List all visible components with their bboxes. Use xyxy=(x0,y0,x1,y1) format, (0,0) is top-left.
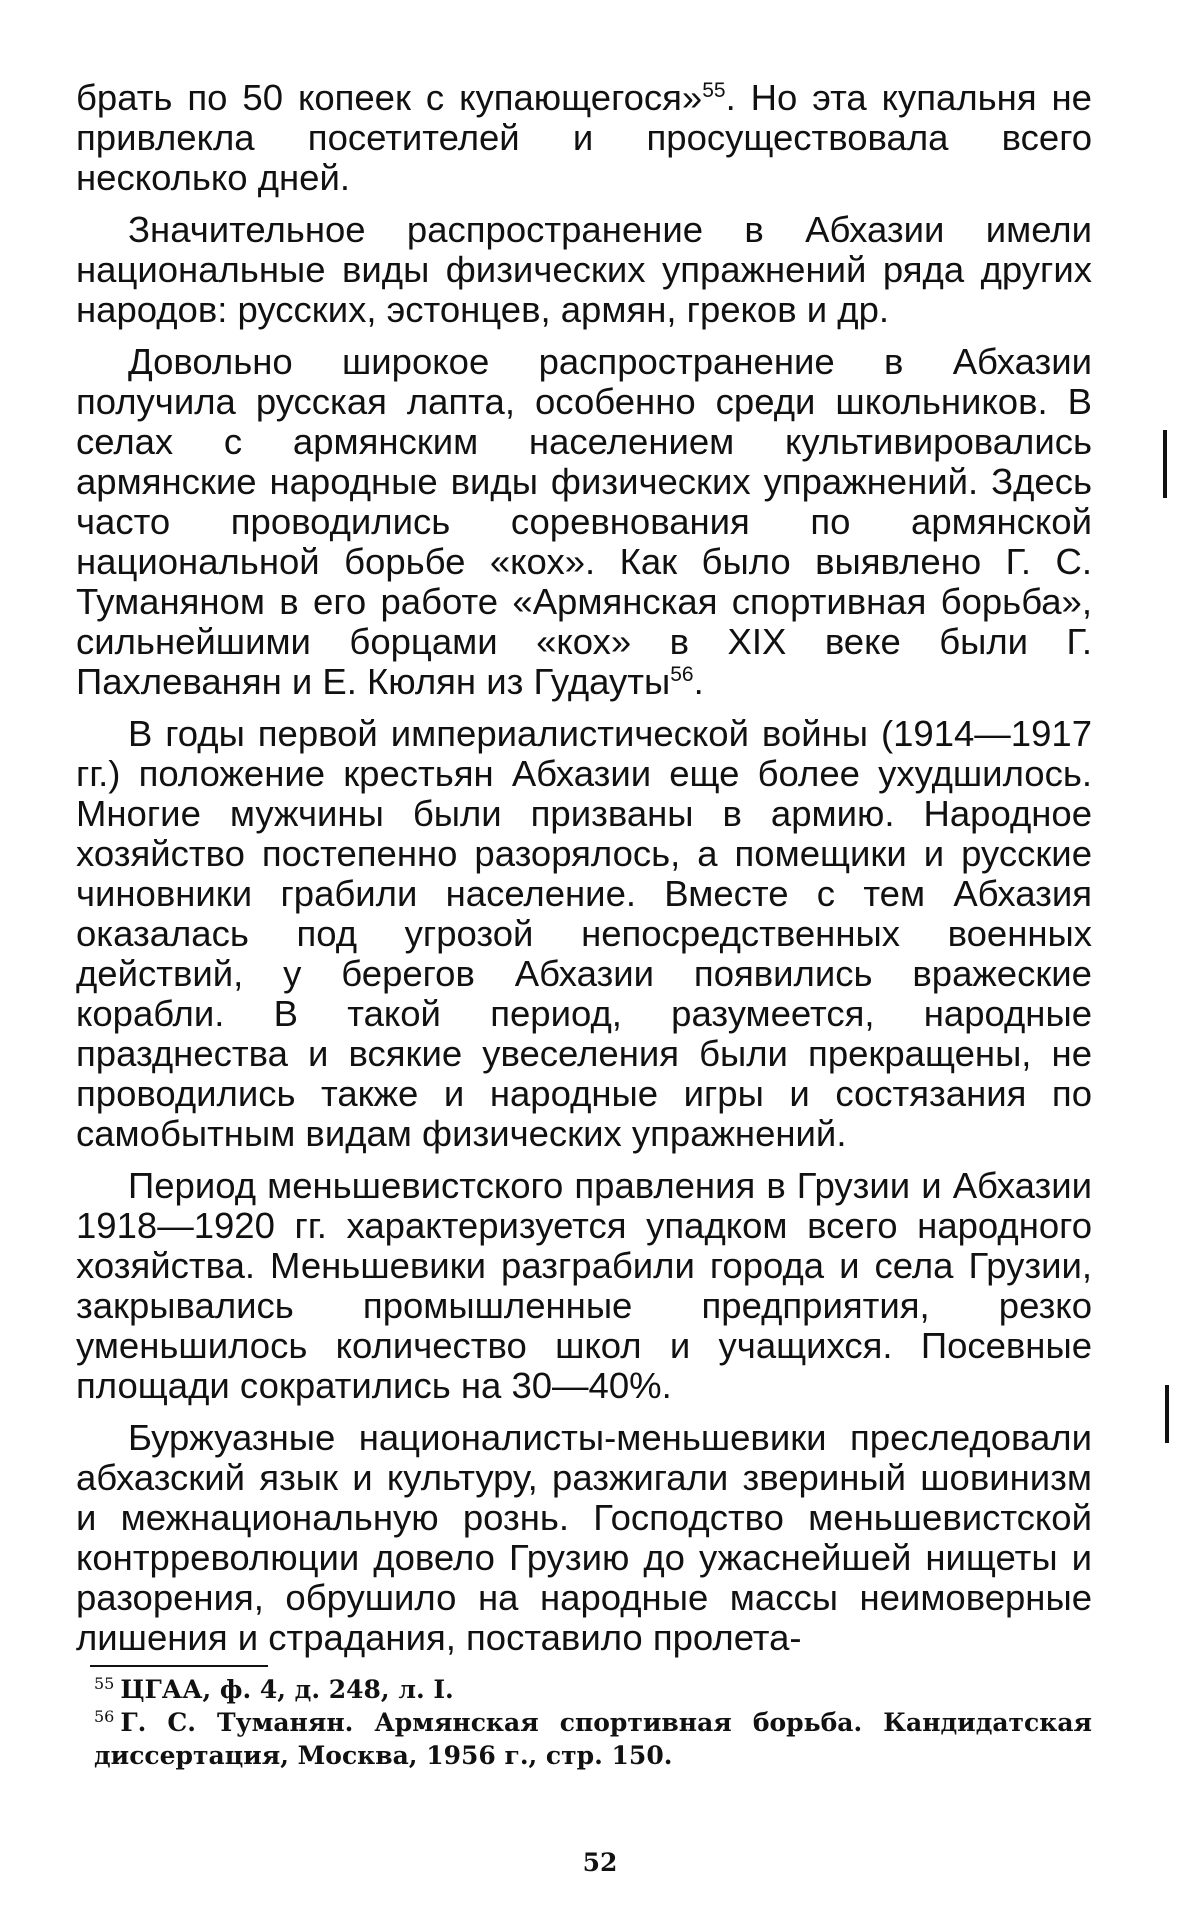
paragraph-1-text-end: . Но эта купальня не привлекла посетителей и просуществовала всего несколько дней. xyxy=(76,77,1092,198)
footnote-divider xyxy=(90,1665,268,1667)
paragraph-3-text-end: . xyxy=(693,661,704,702)
footnotes-section xyxy=(76,1673,1092,1772)
footnote-55 xyxy=(76,1673,1092,1706)
paragraph-1-text: брать по 50 копеек с купающегося» xyxy=(76,77,703,118)
footnote-55-text: ЦГАА, ф. 4, д. 248, л. I. xyxy=(120,1675,454,1704)
footnote-56-number: 56 xyxy=(94,1706,115,1726)
page-number: 52 xyxy=(582,1848,618,1877)
paragraph-3 xyxy=(76,342,1092,702)
footnote-56 xyxy=(76,1706,1092,1772)
paragraph-6 xyxy=(76,1418,1092,1658)
paragraph-4 xyxy=(76,714,1092,1154)
paragraph-2 xyxy=(76,210,1092,330)
paragraph-6-text: Буржуазные националисты-меньшевики преследовали абхазский язык и культуру, разжигали звериный шовинизм и межнациональную рознь. Господство меньшевистской контрреволюции довело Грузию до ужаснейшей нищеты и разорения, обрушило на народные массы неимоверные лишения и страдания, поставило пролета- xyxy=(76,1417,1092,1658)
page-body xyxy=(76,78,1092,1670)
margin-mark-upper xyxy=(1163,430,1167,498)
footnote-ref-56[interactable]: 56 xyxy=(670,662,694,686)
footnote-ref-55[interactable]: 55 xyxy=(702,78,726,102)
paragraph-5 xyxy=(76,1166,1092,1406)
footnote-55-number: 55 xyxy=(94,1673,115,1693)
paragraph-5-text: Период меньшевистского правления в Грузии и Абхазии 1918—1920 гг. характеризуется упадком всего народного хозяйства. Меньшевики разграбили города и села Грузии, закрывались промышленные предприятия, резко уменьшилось количество школ и учащихся. Посевные площади сократились на 30—40%. xyxy=(76,1165,1092,1406)
margin-mark-lower xyxy=(1165,1385,1169,1443)
footnote-56-text: Г. С. Туманян. Армянская спортивная борьба. Кандидатская диссертация, Москва, 1956 г., стр. 150. xyxy=(94,1708,1092,1770)
paragraph-1 xyxy=(76,78,1092,198)
paragraph-3-text: Довольно широкое распространение в Абхазии получила русская лапта, особенно среди школьников. В селах с армянским населением культивировались армянские народные виды физических упражнений. Здесь часто проводились соревнования по армянской национальной борьбе «кох». Как было выявлено Г. С. Туманяном в его работе «Армянская спортивная борьба», сильнейшими борцами «кох» в XIX веке были Г. Пахлеванян и Е. Кюлян из Гудауты xyxy=(76,341,1092,702)
paragraph-2-text: Значительное распространение в Абхазии имели национальные виды физических упражнений ряда других народов: русских, эстонцев, армян, греков и др. xyxy=(76,209,1092,330)
paragraph-4-text: В годы первой империалистической войны (1914—1917 гг.) положение крестьян Абхазии еще более ухудшилось. Многие мужчины были призваны в армию. Народное хозяйство постепенно разорялось, а помещики и русские чиновники грабили население. Вместе с тем Абхазия оказалась под угрозой непосредственных военных действий, у берегов Абхазии появились вражеские корабли. В такой период, разумеется, народные празднества и всякие увеселения были прекращены, не проводились также и народные игры и состязания по самобытным видам физических упражнений. xyxy=(76,713,1092,1154)
